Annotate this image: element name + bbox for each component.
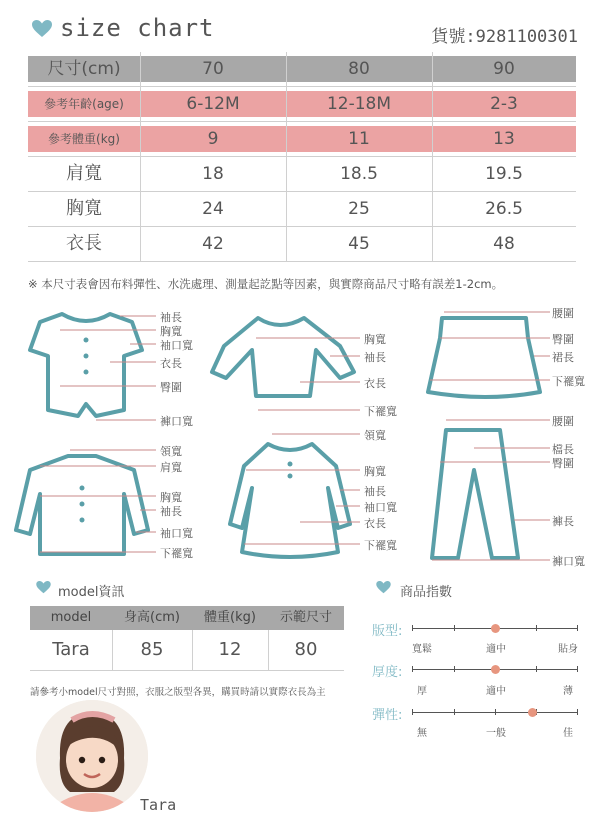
measure-label: 袖長 <box>364 351 386 364</box>
column-header: 示範尺寸 <box>279 610 332 625</box>
table-cell: 45 <box>348 234 370 254</box>
measure-label: 袖長 <box>364 485 386 498</box>
measure-label: 袖口寬 <box>160 527 193 540</box>
table-cell: 70 <box>202 59 224 79</box>
garment-diagrams <box>0 298 600 568</box>
heart-icon <box>376 581 391 594</box>
table-cell: 80 <box>294 639 318 660</box>
measure-label: 腰圍 <box>552 307 574 320</box>
measure-label: 領寬 <box>364 429 386 442</box>
scale-label: 適中 <box>486 686 506 697</box>
table-cell: 13 <box>493 129 515 149</box>
table-cell: 48 <box>493 234 515 254</box>
table-row <box>28 157 576 192</box>
scale-label: 適中 <box>486 644 506 655</box>
size-note: ※ 本尺寸表會因布料彈性、水洗處理、測量起訖點等因素，與實際商品尺寸略有誤差1-2cm。 <box>28 277 504 291</box>
table-row <box>28 87 576 122</box>
scale-label: 佳 <box>563 728 573 739</box>
romper-outline <box>30 314 142 416</box>
heart-icon <box>32 20 52 38</box>
measure-label: 領寬 <box>160 445 182 458</box>
model-table <box>30 606 344 671</box>
scale-label: 厚 <box>417 686 427 697</box>
heart-icon <box>36 581 51 594</box>
measure-label: 下襬寬 <box>364 405 397 418</box>
table-row <box>28 52 576 87</box>
measure-label: 下襬寬 <box>364 539 397 552</box>
table-cell: 12-18M <box>326 94 392 114</box>
row-label: 肩寬 <box>66 163 102 184</box>
table-cell: 11 <box>348 129 370 149</box>
row-label: 胸寬 <box>66 198 102 219</box>
measure-label: 腰圍 <box>552 415 574 428</box>
scale-label: 薄 <box>563 686 573 697</box>
index-marker <box>491 665 500 674</box>
measure-label: 肩寬 <box>160 461 182 474</box>
page-title: size chart <box>60 14 215 42</box>
sweater-outline <box>212 318 354 396</box>
measure-label: 裙長 <box>552 351 574 364</box>
table-cell: 25 <box>348 199 370 219</box>
measure-label: 下襬寬 <box>552 375 585 388</box>
measure-label: 檔長 <box>552 443 574 456</box>
measure-label: 袖口寬 <box>364 501 397 514</box>
measure-label: 衣長 <box>364 517 386 530</box>
column-header: 身高(cm) <box>124 610 180 625</box>
index-label: 彈性: <box>372 708 403 723</box>
measure-label: 褲長 <box>552 515 574 528</box>
column-header: model <box>50 610 92 625</box>
size-table <box>28 52 576 262</box>
measure-label: 褲口寬 <box>160 415 193 428</box>
table-cell: 42 <box>202 234 224 254</box>
table-row <box>30 630 344 671</box>
index-marker <box>491 624 500 633</box>
row-label: 衣長 <box>66 233 102 254</box>
table-cell: 18.5 <box>340 164 378 184</box>
model-section-title: model資訊 <box>58 585 125 600</box>
dress-outline <box>230 444 350 557</box>
measure-label: 褲口寬 <box>552 555 585 568</box>
model-note: 請參考小model尺寸對照，衣服之版型各異，購買時請以實際衣長為主 <box>30 687 326 698</box>
table-cell: 26.5 <box>485 199 523 219</box>
sku-number: 貨號:9281100301 <box>431 27 578 47</box>
table-cell: 6-12M <box>186 94 240 114</box>
index-section-title: 商品指數 <box>400 585 453 600</box>
table-cell: 90 <box>493 59 515 79</box>
scale-label: 寬鬆 <box>412 644 432 655</box>
table-cell: 19.5 <box>485 164 523 184</box>
row-label: 尺寸(cm) <box>47 59 121 79</box>
table-cell: 80 <box>348 59 370 79</box>
index-label: 厚度: <box>372 665 403 680</box>
table-cell: 9 <box>207 129 219 149</box>
model-photo <box>36 700 148 812</box>
index-marker <box>528 708 537 717</box>
table-row <box>28 192 576 227</box>
measure-label: 胸寬 <box>160 491 182 504</box>
scale-label: 一般 <box>486 728 506 739</box>
table-cell: 85 <box>140 639 164 660</box>
scale-label: 無 <box>417 728 427 739</box>
measure-label: 臀圍 <box>552 333 574 346</box>
table-row <box>28 122 576 157</box>
measure-label: 袖口寬 <box>160 339 193 352</box>
table-cell: Tara <box>52 639 90 660</box>
table-cell: 24 <box>202 199 224 219</box>
table-cell: 12 <box>218 639 242 660</box>
measure-label: 袖長 <box>160 311 182 324</box>
scale-label: 貼身 <box>558 644 578 655</box>
index-label: 版型: <box>372 624 403 639</box>
measure-label: 胸寬 <box>364 333 386 346</box>
row-label: 參考體重(kg) <box>48 132 120 146</box>
measure-label: 臀圍 <box>160 381 182 394</box>
measure-label: 臀圍 <box>552 457 574 470</box>
measure-label: 下襬寬 <box>160 547 193 560</box>
table-cell: 2-3 <box>490 94 518 114</box>
measure-label: 袖長 <box>160 505 182 518</box>
model-caption: Tara <box>140 796 177 814</box>
pants-outline <box>432 430 518 558</box>
measure-label: 衣長 <box>160 357 182 370</box>
column-header: 體重(kg) <box>204 610 256 625</box>
measure-label: 衣長 <box>364 377 386 390</box>
measure-label: 胸寬 <box>364 465 386 478</box>
skirt-outline <box>428 318 540 397</box>
table-row <box>28 227 576 262</box>
row-label: 參考年齡(age) <box>44 97 124 111</box>
table-cell: 18 <box>202 164 224 184</box>
table-header <box>30 606 344 630</box>
measure-label: 胸寬 <box>160 325 182 338</box>
